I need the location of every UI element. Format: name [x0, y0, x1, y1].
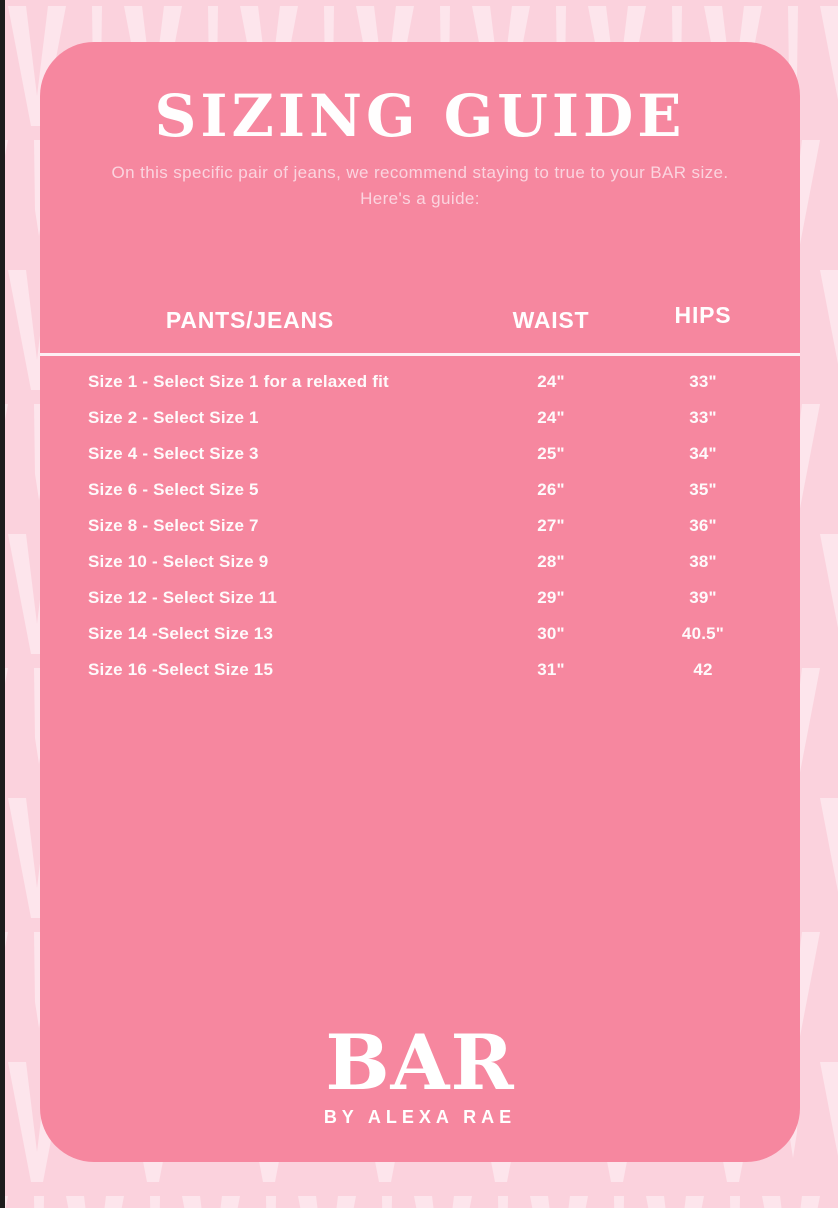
header-divider-line — [40, 353, 800, 356]
column-header-pants-jeans: PANTS/JEANS — [165, 307, 335, 333]
table-row — [40, 616, 800, 652]
waist-value: 24" — [537, 408, 565, 427]
waist-value: 28" — [537, 552, 565, 571]
subtitle — [40, 160, 800, 212]
sizing-guide-card — [40, 42, 800, 1162]
hips-value: 40.5" — [681, 624, 725, 643]
subtitle-line-2: Here's a guide: — [360, 189, 480, 208]
row-label: Size 8 - Select Size 7 — [88, 516, 259, 535]
page-title: SIZING GUIDE — [154, 82, 686, 150]
waist-value: 29" — [537, 588, 565, 607]
row-label: Size 1 - Select Size 1 for a relaxed fit — [88, 372, 389, 391]
row-label: Size 14 -Select Size 13 — [88, 624, 274, 643]
waist-value: 25" — [537, 444, 565, 463]
left-edge-strip — [0, 0, 5, 1208]
table-row — [40, 580, 800, 616]
row-label: Size 4 - Select Size 3 — [88, 444, 259, 463]
table-row — [40, 472, 800, 508]
size-table — [40, 364, 800, 688]
row-label: Size 2 - Select Size 1 — [88, 408, 259, 427]
hips-value: 33" — [689, 408, 717, 427]
hips-value: 33" — [689, 372, 717, 391]
table-header-row — [40, 302, 800, 338]
column-header-waist: WAIST — [512, 307, 590, 333]
hips-value: 39" — [689, 588, 717, 607]
table-row — [40, 364, 800, 400]
hips-value: 34" — [689, 444, 717, 463]
hips-value: 38" — [689, 552, 717, 571]
hips-value: 36" — [689, 516, 717, 535]
table-row — [40, 436, 800, 472]
row-label: Size 16 -Select Size 15 — [88, 660, 274, 679]
waist-value: 27" — [537, 516, 565, 535]
waist-value: 26" — [537, 480, 565, 499]
brand-logo — [40, 1018, 800, 1128]
brand-wordmark: BAR — [325, 1018, 515, 1107]
column-header-hips: HIPS — [674, 302, 732, 328]
hips-value: 42 — [693, 660, 713, 679]
table-row — [40, 508, 800, 544]
waist-value: 30" — [537, 624, 565, 643]
table-row — [40, 652, 800, 688]
hips-value: 35" — [689, 480, 717, 499]
row-label: Size 12 - Select Size 11 — [88, 588, 278, 607]
brand-tagline: BY ALEXA RAE — [323, 1107, 517, 1127]
table-row — [40, 544, 800, 580]
waist-value: 24" — [537, 372, 565, 391]
row-label: Size 10 - Select Size 9 — [88, 552, 269, 571]
subtitle-line-1: On this specific pair of jeans, we recommend staying to true to your BAR size. — [111, 163, 729, 182]
table-row — [40, 400, 800, 436]
row-label: Size 6 - Select Size 5 — [88, 480, 259, 499]
waist-value: 31" — [537, 660, 565, 679]
